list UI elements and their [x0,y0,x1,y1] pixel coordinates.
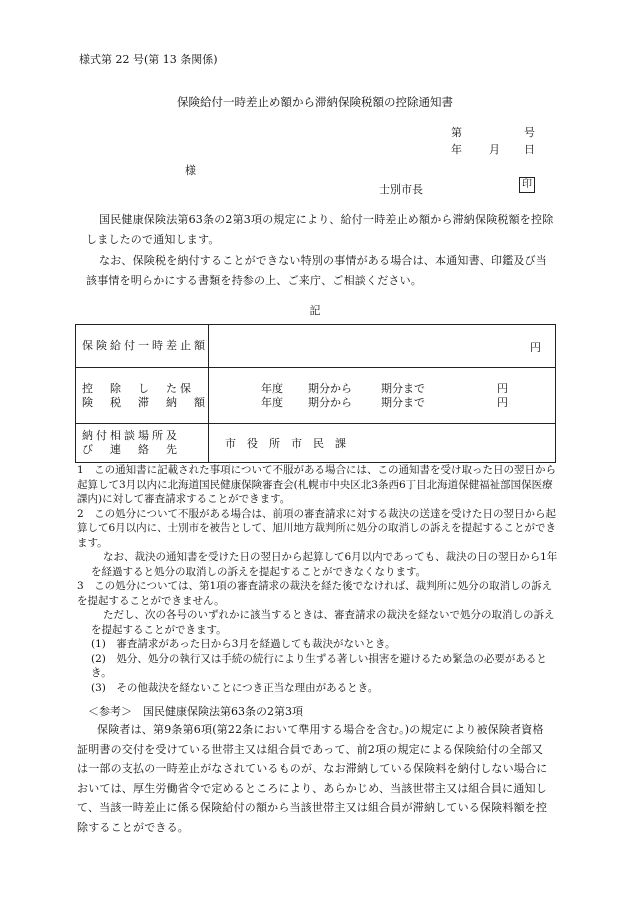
period-to-label: 期分まで [381,395,425,409]
notes-section [77,463,562,695]
table-row-deducted-tax [76,368,556,424]
month-label: 月 [489,143,500,156]
contact-place: 市 役 所 市 民 課 [225,437,346,450]
note-2: 2 この処分について不服がある場合は、前項の審査請求に対する裁決の送達を受けた日の翌日から起算して6月以内に、士別市を被告として、旭川地方裁判所に処分の取消しの訴えを提起することができます。 [77,507,556,549]
value-suspended-amount [209,325,556,368]
label-contact-line1: 納付相談場所及 [82,429,180,442]
yen-unit: 円 [497,381,508,395]
period-from-label: 期分から [308,381,352,395]
label-contact [76,424,209,463]
fiscal-year-label: 年度 [261,381,283,395]
note-2-supplement: なお、裁決の通知書を受けた日の翌日から起算して6月以内であっても、裁決の日の翌日から1年を経過すると処分の取消しの訴えを提起することができなくなります。 [91,551,558,578]
year-label: 年 [451,143,462,156]
seal-mark: 印 [519,177,535,193]
reference-body: 保険者は、第9条第6項(第22条において準用する場合を含む。)の規定により被保険者資格証明書の交付を受けている世帯主又は組合員であって、前2項の規定による保険給付の全部又は一部の支払の一時差止がなされているものが、なお滞納している保険料を納付しない場合においては、厚生労働省令で定めるところにより、あらかじめ、当該世帯主又は組合員に通知して、当該一時差止に係る保険給付の額から当該世帯主又は組合員が滞納している保険料額を控除することができる。 [77,723,548,834]
deducted-tax-line-2 [209,396,555,410]
period-to-label: 期分まで [381,381,425,395]
details-table [75,324,556,463]
label-deducted-tax-line2: 険 税 滞 納 額 [82,395,208,409]
label-suspended-amount [76,325,209,368]
table-row-suspended-amount [76,325,556,368]
yen-unit: 円 [497,395,508,409]
note-3-supplement: ただし、次の各号のいずれかに該当するときは、審査請求の裁決を経ないで処分の取消しの訴えを提起することができます。 [91,609,555,636]
fiscal-year-label: 年度 [261,395,283,409]
body-paragraph-2: なお、保険税を納付することができない特別の事情がある場合は、本通知書、印鑑及び当該事情を明らかにする書類を持参の上、ご来庁、ご相談ください。 [86,254,547,287]
ki-heading: 記 [309,304,321,317]
label-deducted-tax-line1: 控 除 し た保 [82,381,194,395]
table-row-contact [76,424,556,463]
label-contact-line2: び 連 絡 先 [82,443,180,456]
note-item-2: (2) 処分、処分の執行又は手続の続行により生ずる著しい損害を避けるため緊急の必要があるとき。 [91,652,547,679]
value-deducted-tax [209,368,556,424]
document-title: 保険給付一時差止め額から滞納保険税額の控除通知書 [177,95,453,109]
number-suffix: 号 [524,126,535,139]
number-prefix: 第 [451,126,462,139]
reference-title: ＜参考＞ 国民健康保険法第63条の2第3項 [88,705,303,718]
body-paragraph-1: 国民健康保険法第63条の2第3項の規定により、給付一時差止め額から滞納保険税額を控除しましたので通知します。 [86,213,554,246]
period-from-label: 期分から [308,395,352,409]
label-deducted-tax [76,368,209,424]
value-contact [209,424,556,463]
addressee-suffix: 様 [185,164,196,177]
note-item-1: (1) 審査請求があった日から3月を経過しても裁決がないとき。 [91,638,396,650]
day-label: 日 [524,143,535,156]
note-item-3: (3) その他裁決を経ないことにつき正当な理由があるとき。 [91,681,379,694]
note-3: 3 この処分については、第1項の審査請求の裁決を経た後でなければ、裁判所に処分の取消しの訴えを提起することができません。 [77,580,553,607]
label-suspended-amount-text: 保険給付一時差止額 [82,339,208,352]
deducted-tax-line-1 [209,382,555,396]
yen-unit: 円 [530,341,541,354]
note-1: 1 この通知書に記載された事項について不服がある場合には、この通知書を受け取った日の翌日から起算して3月以内に北海道国民健康保険審査会(札幌市中央区北3条西6丁目北海道保健福祉部国保医療課内)に対して審査請求することができます。 [77,464,556,505]
form-number: 様式第 22 号(第 13 条関係) [79,53,218,66]
issuer-name: 士別市長 [379,183,423,196]
